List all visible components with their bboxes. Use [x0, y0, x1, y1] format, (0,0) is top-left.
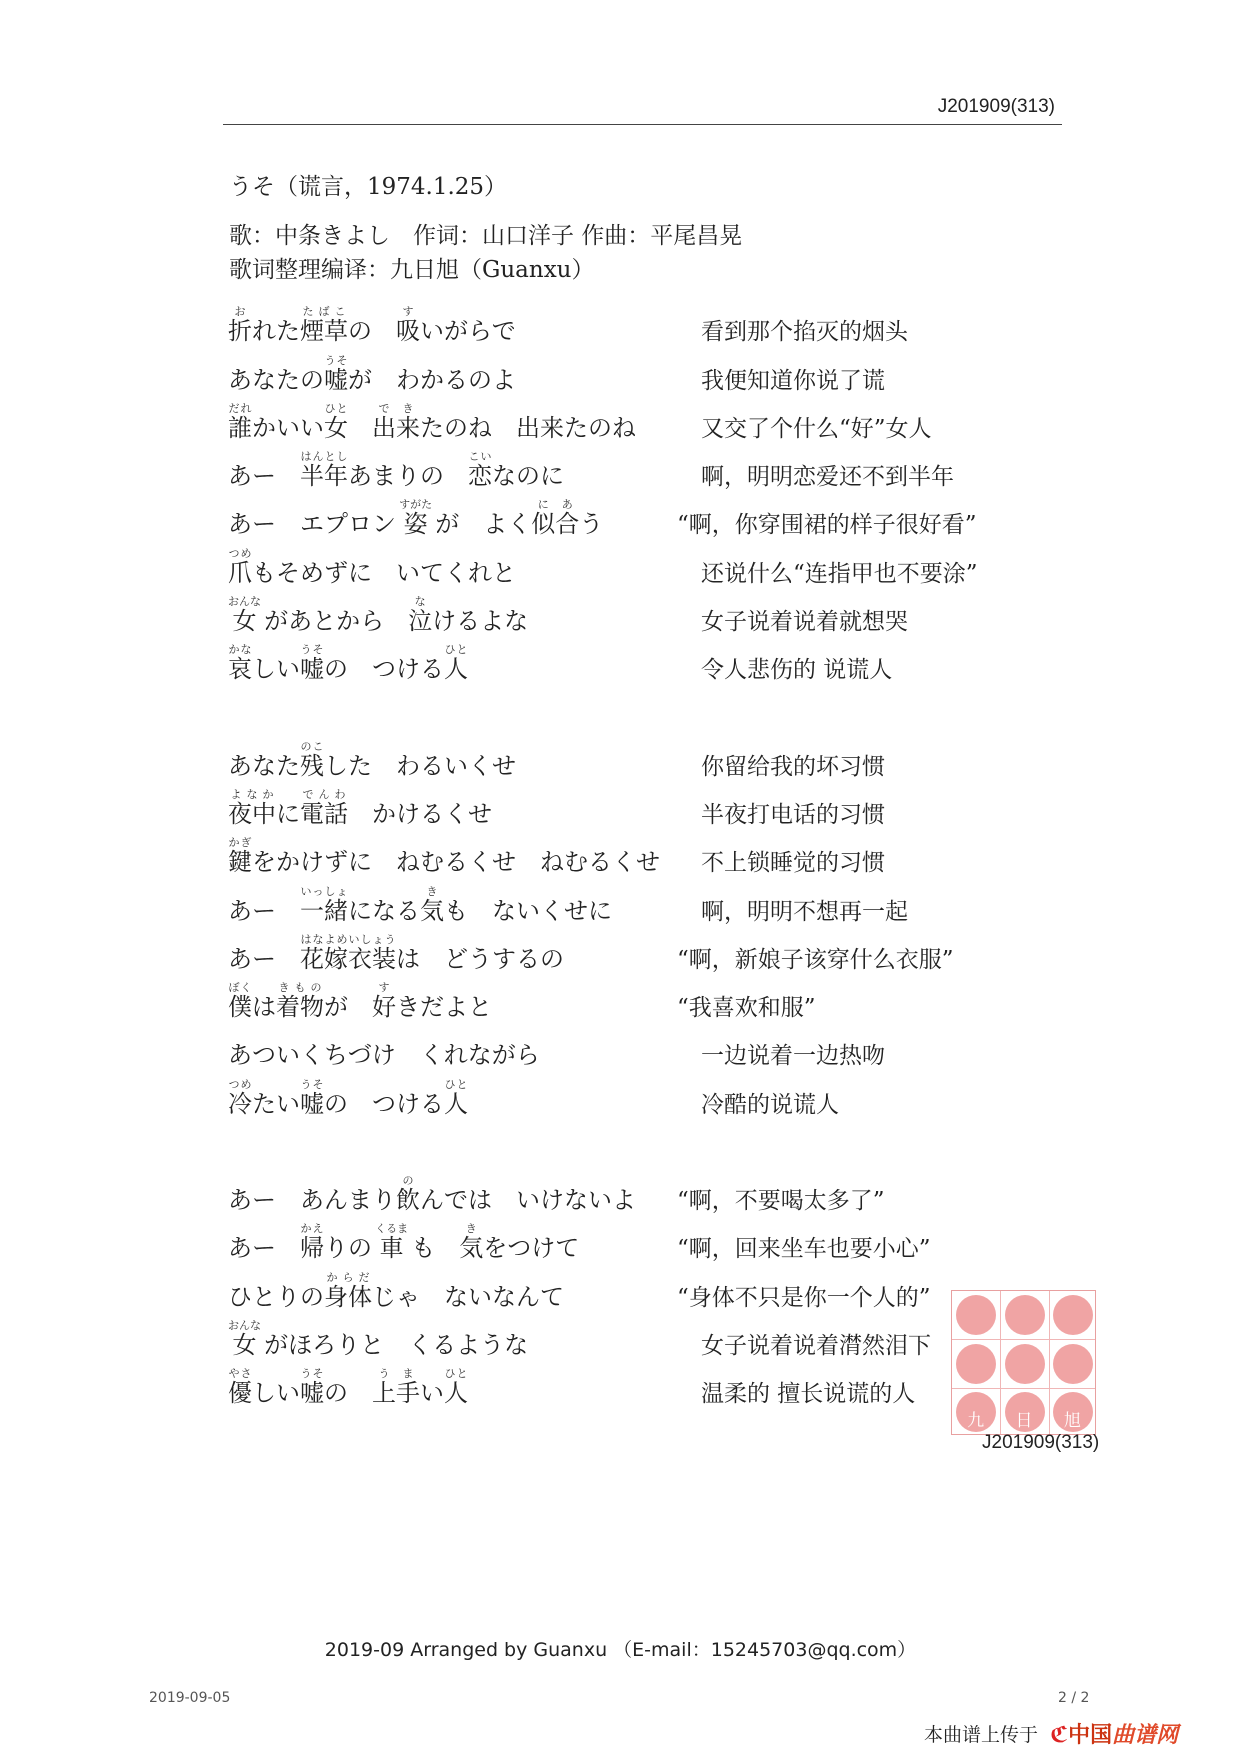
lyric-chinese: “啊，新娘子该穿什么衣服” [677, 946, 954, 973]
lyric-japanese: あー 花嫁衣装はなよめいしょうは どうするの [228, 932, 564, 973]
lyric-chinese: 我便知道你说了谎 [701, 367, 885, 394]
furigana-word: 人ひと [444, 1077, 468, 1118]
page-number: 2 / 2 [1058, 1690, 1090, 1706]
furigana-word: 好す [372, 981, 396, 1022]
furigana-word: 嘘うそ [300, 643, 324, 684]
furigana-word: 人ひと [444, 1367, 468, 1408]
furigana: お [228, 305, 252, 319]
furigana-word: 優やさ [228, 1367, 252, 1408]
upload-label: 本曲谱上传于 [924, 1724, 1039, 1746]
lyric-japanese: 優やさしい嘘うその 上手うまい人ひと [228, 1367, 468, 1408]
seal-character: 日 [1015, 1410, 1033, 1431]
furigana: な [408, 595, 433, 609]
lyric-chinese: 你留给我的坏习惯 [701, 753, 885, 780]
seal-code: J201909(313) [982, 1432, 1100, 1453]
lyric-chinese: “啊，不要喝太多了” [677, 1188, 885, 1215]
lyric-japanese: 鍵かぎをかけずに ねむるくせ ねむるくせ [228, 836, 660, 877]
header-rule [223, 124, 1062, 125]
furigana-word: 嘘うそ [324, 353, 348, 394]
seal-character: 九 [967, 1410, 985, 1431]
furigana: き [459, 1222, 484, 1236]
lyric-line [228, 789, 1088, 837]
furigana-word: 哀かな [228, 643, 252, 684]
lyric-chinese: “啊，你穿围裙的样子很好看” [677, 512, 977, 539]
furigana: ひと [444, 643, 468, 657]
lyric-japanese: 哀かなしい嘘うその つける人ひと [228, 643, 468, 684]
logo-brand: 中国 [1068, 1723, 1113, 1748]
lyric-line [228, 1030, 1088, 1078]
seal-character: 旭 [1063, 1410, 1081, 1431]
furigana-word: 僕ぼく [228, 981, 252, 1022]
furigana-word: 恋こい [468, 450, 492, 491]
furigana-word: 女おんな [228, 1318, 261, 1359]
seal-grid-line [952, 1388, 1095, 1389]
lyric-japanese: 爪つめもそめずに いてくれと [228, 546, 516, 587]
seal-dot [1053, 1344, 1093, 1384]
lyric-japanese: 夜中よなかに電話でんわ かけるくせ [228, 787, 492, 828]
seal-dot [1053, 1295, 1093, 1335]
furigana: かえ [300, 1222, 324, 1236]
furigana: きもの [276, 981, 324, 995]
furigana: うそ [300, 643, 324, 657]
furigana: のこ [300, 739, 324, 753]
seal-dot [956, 1295, 996, 1335]
furigana: はなよめいしょう [300, 932, 396, 946]
lyric-chinese: 又交了个什么“好”女人 [701, 415, 932, 442]
furigana: いっしょ [300, 884, 348, 898]
furigana-word: 電話でんわ [300, 787, 348, 828]
furigana: うま [372, 1367, 420, 1381]
c-logo-icon: ℭ [1050, 1723, 1069, 1748]
site-logo[interactable] [1050, 1718, 1178, 1749]
furigana-word: 嘘うそ [300, 1367, 324, 1408]
furigana-word: 出来でき [372, 401, 420, 442]
furigana-word: 似合にあ [531, 498, 580, 539]
furigana: からだ [324, 1270, 372, 1284]
furigana: ひと [444, 1367, 468, 1381]
lyric-chinese: 啊，明明恋爱还不到半年 [701, 464, 954, 491]
furigana-word: 姿すがた [399, 498, 433, 539]
lyric-chinese: “我喜欢和服” [677, 995, 816, 1022]
furigana: よなか [228, 787, 276, 801]
furigana: ひと [324, 401, 348, 415]
lyric-chinese: 啊，明明不想再一起 [701, 898, 908, 925]
furigana-word: 折お [228, 305, 252, 346]
lyric-line [228, 837, 1088, 885]
verse [228, 740, 1088, 1126]
lyric-chinese: 看到那个掐灭的烟头 [701, 319, 908, 346]
furigana-word: 気き [459, 1222, 484, 1263]
seal-grid-line [952, 1339, 1095, 1340]
furigana: おんな [228, 1318, 261, 1332]
upload-note [924, 1718, 1178, 1749]
lyric-japanese: あー 一緒いっしょになる気きも ないくせに [228, 884, 612, 925]
furigana: すがた [399, 498, 433, 512]
furigana: うそ [324, 353, 348, 367]
seal-dot [1005, 1344, 1045, 1384]
lyric-japanese: あー あんまり飲のんでは いけないよ [228, 1174, 636, 1215]
furigana: うそ [300, 1077, 324, 1091]
lyric-japanese: あー 半年はんとしあまりの 恋こいなのに [228, 450, 564, 491]
lyric-chinese: “啊，回来坐车也要小心” [677, 1236, 931, 1263]
furigana-word: 女おんな [228, 595, 261, 636]
furigana: す [372, 981, 396, 995]
lyric-japanese: 冷つめたい嘘うその つける人ひと [228, 1077, 468, 1118]
song-title: うそ（谎言，1974.1.25） [229, 174, 508, 200]
furigana: くるま [375, 1222, 409, 1236]
furigana-word: 人ひと [444, 643, 468, 684]
furigana-word: 泣な [408, 595, 433, 636]
furigana-word: 夜中よなか [228, 787, 276, 828]
seal-dot [1005, 1295, 1045, 1335]
furigana-word: 煙草たばこ [300, 305, 348, 346]
lyric-line [228, 596, 1088, 644]
furigana-word: 着物きもの [276, 981, 324, 1022]
lyric-japanese: あなた残のこした わるいくせ [228, 739, 516, 780]
furigana-word: 花嫁衣装はなよめいしょう [300, 932, 396, 973]
lyric-line [228, 306, 1088, 354]
furigana: ひと [444, 1077, 468, 1091]
lyric-line [228, 1223, 1088, 1271]
lyric-line [228, 1078, 1088, 1126]
furigana-word: 鍵かぎ [228, 836, 252, 877]
furigana: おんな [228, 595, 261, 609]
seal-stamp [951, 1290, 1096, 1435]
lyric-japanese: あなたの嘘うそが わかるのよ [228, 353, 516, 394]
lyric-line [228, 644, 1088, 692]
furigana-word: 吸す [396, 305, 420, 346]
lyric-line [228, 547, 1088, 595]
page-code: J201909(313) [937, 96, 1055, 117]
print-date: 2019-09-05 [149, 1690, 231, 1706]
furigana: つめ [228, 546, 252, 560]
furigana: だれ [228, 401, 252, 415]
lyric-line [228, 740, 1088, 788]
furigana: ぼく [228, 981, 252, 995]
furigana-word: 女ひと [324, 401, 348, 442]
lyric-chinese: 女子说着说着潸然泪下 [701, 1332, 931, 1359]
song-credits: 歌：中条きよし 作词：山口洋子 作曲：平尾昌晃 [229, 223, 743, 249]
furigana: こい [468, 450, 492, 464]
lyric-chinese: 一边说着一边热吻 [701, 1043, 885, 1070]
lyric-chinese: 不上锁睡觉的习惯 [701, 850, 885, 877]
furigana-word: 冷つめ [228, 1077, 252, 1118]
lyric-line [228, 451, 1088, 499]
lyric-japanese: 女おんな がほろりと くるような [228, 1318, 529, 1359]
lyric-chinese: 温柔的 擅长说谎的人 [701, 1381, 916, 1408]
lyric-chinese: 半夜打电话的习惯 [701, 801, 885, 828]
seal-dot [956, 1344, 996, 1384]
furigana-word: 身体からだ [324, 1270, 372, 1311]
lyric-chinese: 令人悲伤的 说谎人 [701, 657, 893, 684]
lyric-japanese: 僕ぼくは着物きものが 好すきだよと [228, 981, 492, 1022]
furigana-word: 半年はんとし [300, 450, 348, 491]
furigana: うそ [300, 1367, 324, 1381]
furigana: つめ [228, 1077, 252, 1091]
lyric-japanese: 折おれた煙草たばこの 吸すいがらで [228, 305, 516, 346]
furigana-word: 上手うま [372, 1367, 420, 1408]
logo-highlight: 曲谱网 [1112, 1723, 1179, 1748]
furigana: かな [228, 643, 252, 657]
furigana: はんとし [300, 450, 348, 464]
furigana: の [396, 1174, 420, 1188]
lyric-line [228, 499, 1088, 547]
lyric-chinese: 还说什么“连指甲也不要涂” [701, 560, 978, 587]
seal-grid-line [1049, 1291, 1050, 1434]
furigana-word: 気き [420, 884, 444, 925]
lyric-line [228, 1175, 1088, 1223]
furigana-word: 車くるま [375, 1222, 409, 1263]
lyric-chinese: “身体不只是你一个人的” [677, 1284, 931, 1311]
lyric-japanese: ひとりの身体からだじゃ ないなんて [228, 1270, 564, 1311]
furigana-word: 帰かえ [300, 1222, 324, 1263]
translator-credit: 歌词整理编译：九日旭（Guanxu） [229, 257, 595, 283]
lyric-chinese: 女子说着说着就想哭 [701, 609, 908, 636]
lyric-line [228, 982, 1088, 1030]
lyric-japanese: あー エプロン 姿すがた が よく似合にあう [228, 498, 604, 539]
furigana: す [396, 305, 420, 319]
furigana-word: 一緒いっしょ [300, 884, 348, 925]
arranger-footer: 2019-09 Arranged by Guanxu （E-mail：15245703@qq.com） [324, 1639, 917, 1661]
furigana: でき [372, 401, 420, 415]
furigana-word: 残のこ [300, 739, 324, 780]
furigana-word: 嘘うそ [300, 1077, 324, 1118]
furigana: にあ [531, 498, 580, 512]
lyric-japanese: あついくちづけ くれながら [228, 1041, 540, 1070]
lyric-chinese: 冷酷的说谎人 [701, 1091, 839, 1118]
seal-grid-line [1000, 1291, 1001, 1434]
lyric-japanese: 女おんな があとから 泣なけるよな [228, 595, 529, 636]
lyrics-body [228, 306, 1088, 1416]
lyric-japanese: 誰だれかいい女ひと 出来できたのね 出来たのね [228, 401, 636, 442]
lyric-line [228, 885, 1088, 933]
furigana: でんわ [300, 787, 348, 801]
furigana: やさ [228, 1367, 252, 1381]
furigana-word: 爪つめ [228, 546, 252, 587]
lyric-line [228, 934, 1088, 982]
furigana: き [420, 884, 444, 898]
furigana-word: 誰だれ [228, 401, 252, 442]
lyric-japanese: あー 帰かえりの 車くるま も 気きをつけて [228, 1222, 580, 1263]
verse [228, 306, 1088, 692]
furigana-word: 飲の [396, 1174, 420, 1215]
furigana: かぎ [228, 836, 252, 850]
furigana: たばこ [300, 305, 348, 319]
lyric-line [228, 403, 1088, 451]
lyric-line [228, 354, 1088, 402]
